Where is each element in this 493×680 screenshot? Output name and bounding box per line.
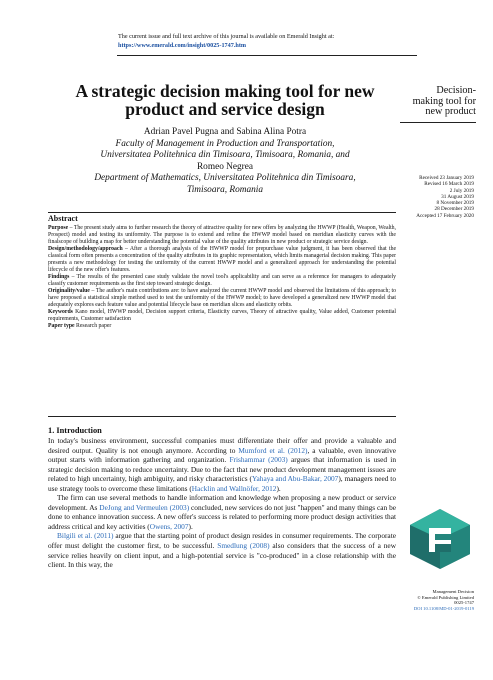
design-text: – After a thorough analysis of the HWWP model for prepurchase value judgment, it has been observed that the classical form often presents a concentration of the quality attributes in its graphic representation, which limits managerial decision making. This paper presents a new methodology for testing the uniformity of the current HWWP model and a generalized approach for understanding the potential lifecycle of the new offer's features.	[48, 245, 396, 273]
affiliation-2-line-1: Department of Mathematics, Universitatea Politehnica din Timisoara,	[94, 173, 356, 183]
date-revised: 31 August 2019	[441, 193, 474, 200]
journal-name: Management Decision	[432, 589, 474, 594]
body-text: argue that the starting point of product design resides in consumer requirements. The corporate offer must delight the customer first, to be successful.	[48, 531, 396, 551]
abstract-top-rule	[48, 212, 396, 213]
date-received: Received 23 January 2019	[419, 175, 474, 181]
access-notice	[118, 32, 418, 50]
citation-link[interactable]: DeJong and Vermeulen (2003)	[99, 502, 190, 512]
abstract	[48, 214, 396, 330]
header-rule	[117, 55, 417, 56]
article-body	[48, 425, 396, 570]
body-text: also considers that the success of a new service relies heavily on client input, and a high-potential service is "co-produced" in a close relationship with the client. In this way, the	[48, 541, 396, 570]
citation-link[interactable]: Bilgili et al. (2011)	[57, 531, 114, 541]
keywords-text: Kano model, HWWP model, Decision support criteria, Elasticity curves, Theory of attractive quality, Value added, Customer potential requirements, Customer satisfaction	[48, 309, 396, 323]
issn: 0025-1747	[454, 600, 474, 606]
keywords-label: Keywords	[48, 309, 73, 316]
abstract-paper-type	[48, 323, 396, 330]
body-text: ).	[188, 521, 193, 531]
body-text: ).	[276, 483, 281, 493]
body-text: , a valuable, even innovative output starts with information gathering and organization.	[48, 445, 397, 465]
citation-link[interactable]: Mumford et al. (2012)	[238, 445, 308, 455]
author-3-name: Romeo Negrea	[196, 161, 254, 172]
author-block	[48, 127, 402, 196]
doi-link[interactable]: DOI 10.1108/MD-01-2019-0119	[413, 606, 474, 612]
journal-info	[396, 589, 474, 612]
citation-link[interactable]: Smedlung (2008)	[217, 541, 270, 551]
date-revised: 2 July 2019	[449, 187, 474, 194]
date-accepted: Accepted 17 February 2020	[416, 212, 474, 219]
findings-label: Findings	[48, 273, 70, 280]
section-heading: 1. Introduction	[48, 426, 102, 435]
running-title-rule	[400, 122, 476, 123]
affiliation-1-line-1: Faculty of Management in Production and Transportation,	[115, 138, 335, 149]
date-revised: 28 December 2019	[434, 206, 474, 213]
article-title: A strategic decision making tool for new product and service design	[75, 81, 375, 119]
originality-text: – The author's main contributions are: to have analyzed the current HWWP model and observed the limitations of this approach; to have proposed a statistical simple method used to test the uniformity of the HWWP model; to have developed a generalized new HWWP model that adequately explores each feature value and potential lifecycle base on meridian slices and elasticity orbits.	[48, 287, 396, 309]
journal-url-link[interactable]: https://www.emerald.com/insight/0025-1747.htm	[118, 42, 247, 49]
abstract-design	[48, 246, 396, 274]
running-title-line: Decision-	[436, 85, 476, 96]
abstract-keywords	[48, 309, 396, 323]
running-title	[398, 86, 476, 118]
body-text: ), managers need to use strategy tools to overcome these limitations (	[48, 474, 396, 493]
purpose-text: – The present study aims to further research the theory of attractive quality for new offers by analyzing the HWWP (Health, Weapon, Wealth, Prospect) model and testing its uniformity. The purpose is to extend and refine the HWWP model based on meridian elasticity curves with the finalscope of building a map for better understanding the potential value of the quality attributes in new product or strategic service design.	[48, 224, 396, 245]
abstract-heading: Abstract	[48, 214, 78, 223]
affiliation-2-line-2: Timisoara, Romania	[187, 184, 263, 195]
originality-label: Originality/value	[48, 287, 90, 294]
history-dates	[396, 175, 474, 219]
author-names: Adrian Pavel Pugna and Sabina Alina Potra	[143, 127, 307, 137]
body-paragraph-3	[48, 531, 396, 569]
access-notice-text: The current issue and full text archive of this journal is available on Emerald Insight at:	[118, 33, 335, 40]
date-revised: Revised 16 March 2019	[424, 181, 474, 188]
paper-type-text: Research paper	[74, 323, 112, 330]
body-text: concluded, new services do not just "happen" and many things can be done to enhance innovation success. A new offer's success is related to performing more product design activities that address critical and key activities (	[48, 502, 397, 531]
body-text: argues that information is used in strategic decision making to reduce uncertainty. Due to the fact that new product development management issues are related to high uncertainty, high ambiguity, and risky characteristics (	[48, 455, 396, 484]
emerald-logo-icon	[407, 508, 473, 570]
citation-link[interactable]: Hacklin and Wallnöfer, 2012	[191, 483, 277, 493]
abstract-purpose	[48, 225, 396, 246]
publisher: © Emerald Publishing Limited	[417, 594, 474, 600]
body-text: The firm can use several methods to handle information and knowledge when proposing a new product or service development. As	[48, 493, 396, 512]
abstract-bottom-rule	[48, 416, 396, 417]
body-paragraph-1	[48, 436, 396, 493]
citation-link[interactable]: Frishammar (2003)	[229, 455, 288, 465]
date-revised: 8 November 2019	[436, 200, 474, 207]
findings-text: – The results of the presented case study validate the novel tool's applicability and can serve as a reference for managers to adequately classify customer requirements as the first step toward strategic design.	[48, 273, 396, 287]
purpose-label: Purpose	[48, 224, 69, 231]
citation-link[interactable]: Yahaya and Abu-Bakar, 2007	[251, 474, 339, 484]
citation-link[interactable]: Owens, 2007	[149, 521, 189, 531]
paper-type-label: Paper type	[48, 323, 75, 330]
abstract-findings	[48, 274, 396, 288]
design-label: Design/methodology/approach	[48, 245, 123, 252]
abstract-originality	[48, 288, 396, 309]
running-title-line: new product	[425, 106, 476, 118]
running-title-line: making tool for	[412, 95, 476, 107]
body-text: In today's business environment, successful companies must differentiate their offer and provide a valuable and desired output. Quality is not enough anymore. According to	[48, 436, 396, 455]
body-paragraph-2	[48, 493, 396, 531]
affiliation-1-line-2: Universitatea Politehnica din Timisoara, Timisoara, Romania, and	[100, 150, 350, 160]
